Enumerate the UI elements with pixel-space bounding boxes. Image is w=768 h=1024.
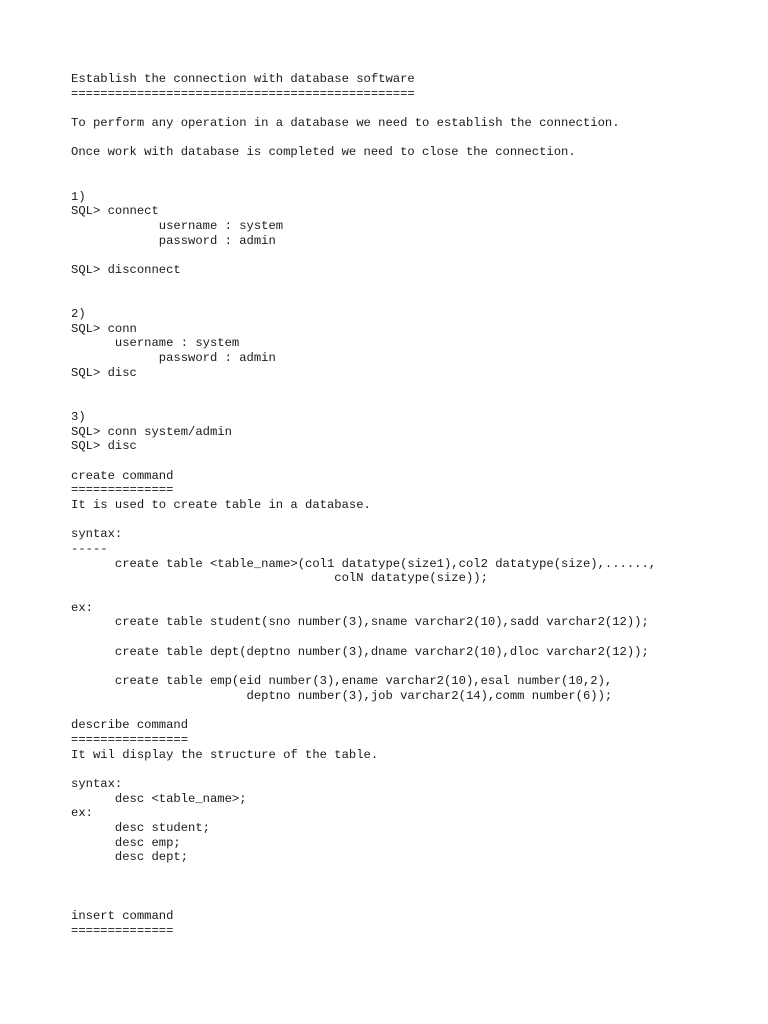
text-line: create table <table_name>(col1 datatype(size1),col2 datatype(size),......,	[71, 556, 657, 571]
text-line	[71, 630, 656, 645]
text-line	[71, 131, 656, 146]
text-line: SQL> conn	[71, 321, 137, 336]
text-line: 1)	[71, 189, 86, 204]
text-line: ==============	[71, 923, 174, 938]
text-line	[71, 895, 656, 910]
text-line: ex:	[71, 806, 93, 821]
text-line: SQL> disc	[71, 439, 137, 454]
text-line: ===============================================	[71, 86, 415, 101]
text-line: It is used to create table in a database.	[71, 497, 371, 512]
document-text	[71, 72, 656, 939]
text-line: 3)	[71, 409, 86, 424]
text-line: ================	[71, 732, 189, 747]
text-line	[71, 248, 656, 263]
text-line	[71, 704, 656, 719]
text-line: password : admin	[71, 233, 276, 248]
text-line: ex:	[71, 600, 93, 615]
text-line	[71, 278, 656, 293]
text-line: create table emp(eid number(3),ename varchar2(10),esal number(10,2),	[71, 674, 613, 689]
text-line: create command	[71, 468, 174, 483]
text-line: create table student(sno number(3),sname varchar2(10),sadd varchar2(12));	[71, 615, 649, 630]
text-line: Once work with database is completed we need to close the connection.	[71, 145, 576, 160]
text-line	[71, 101, 656, 116]
text-line: SQL> connect	[71, 204, 159, 219]
text-line	[71, 586, 656, 601]
text-line: To perform any operation in a database we need to establish the connection.	[71, 116, 620, 131]
text-line: 2)	[71, 307, 86, 321]
text-line: desc dept;	[71, 850, 189, 865]
text-line	[71, 175, 656, 190]
text-line	[71, 762, 656, 777]
text-line: desc emp;	[71, 835, 181, 850]
text-line	[71, 880, 656, 895]
text-line: syntax:	[71, 777, 123, 791]
text-line	[71, 160, 656, 175]
text-line: SQL> conn system/admin	[71, 424, 232, 439]
text-line	[71, 454, 656, 469]
text-line: deptno number(3),job varchar2(14),comm number(6));	[71, 688, 613, 703]
text-line: syntax:	[71, 527, 123, 542]
text-line	[71, 660, 656, 675]
text-line	[71, 513, 656, 528]
text-line: -----	[71, 542, 108, 556]
text-line	[71, 395, 656, 410]
text-line: Establish the connection with database software	[71, 72, 415, 86]
text-line: password : admin	[71, 351, 276, 366]
text-line: create table dept(deptno number(3),dname varchar2(10),dloc varchar2(12));	[71, 644, 649, 659]
text-line	[71, 865, 656, 880]
text-line	[71, 292, 656, 307]
text-line: SQL> disc	[71, 365, 137, 380]
text-line	[71, 380, 656, 395]
text-line: desc student;	[71, 821, 210, 836]
text-line: insert command	[71, 909, 174, 924]
text-line: It wil display the structure of the table.	[71, 747, 379, 762]
text-line: ==============	[71, 483, 174, 498]
text-line: describe command	[71, 718, 189, 733]
text-line: username : system	[71, 218, 284, 233]
text-line: SQL> disconnect	[71, 262, 181, 277]
text-line: colN datatype(size));	[71, 571, 488, 586]
text-line: desc <table_name>;	[71, 791, 247, 806]
text-line: username : system	[71, 336, 240, 351]
